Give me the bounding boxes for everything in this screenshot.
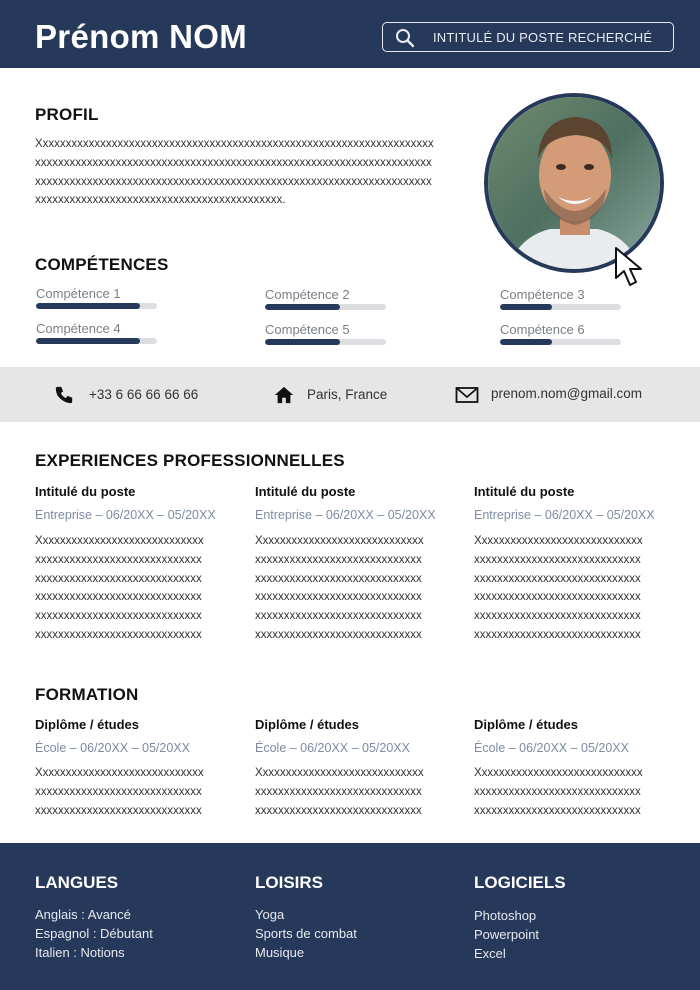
degree-description: Xxxxxxxxxxxxxxxxxxxxxxxxxxxxx xxxxxxxxxxxxxxxxxxxxxxxxxxxxx xxxxxxxxxxxxxxxxxxxxxxxxxxxxx bbox=[255, 767, 424, 817]
skill-item bbox=[500, 322, 625, 345]
skill-bar-fill bbox=[36, 303, 140, 309]
degree-description: Xxxxxxxxxxxxxxxxxxxxxxxxxxxxx xxxxxxxxxxxxxxxxxxxxxxxxxxxxx xxxxxxxxxxxxxxxxxxxxxxxxxxxxx bbox=[35, 767, 204, 817]
language-item: Anglais : Avancé bbox=[35, 907, 131, 922]
phone-icon bbox=[53, 385, 75, 405]
job-company-dates: Entreprise – 06/20XX – 05/20XX bbox=[474, 508, 655, 522]
software-title: LOGICIELS bbox=[474, 873, 566, 892]
skill-label: Compétence 1 bbox=[36, 286, 121, 301]
skill-item bbox=[36, 321, 161, 344]
experience-title: EXPERIENCES PROFESSIONNELLES bbox=[35, 451, 345, 470]
skill-bar-track bbox=[500, 304, 621, 310]
skill-bar-fill bbox=[500, 304, 552, 310]
skill-bar-track bbox=[265, 304, 386, 310]
email-address[interactable]: prenom.nom@gmail.com bbox=[491, 386, 643, 401]
city: Paris, France bbox=[307, 387, 388, 402]
phone-number[interactable]: +33 6 66 66 66 66 bbox=[89, 387, 199, 402]
education-title: FORMATION bbox=[35, 685, 139, 704]
skill-item bbox=[265, 322, 390, 345]
pointer-cursor-icon bbox=[612, 245, 654, 291]
degree-title: Diplôme / études bbox=[255, 717, 360, 732]
search-icon bbox=[395, 28, 415, 48]
degree-description: Xxxxxxxxxxxxxxxxxxxxxxxxxxxxx xxxxxxxxxxxxxxxxxxxxxxxxxxxxx xxxxxxxxxxxxxxxxxxxxxxxxxxxxx bbox=[474, 767, 643, 817]
skill-bar-track bbox=[36, 303, 157, 309]
envelope-icon bbox=[455, 385, 479, 405]
job-description: Xxxxxxxxxxxxxxxxxxxxxxxxxxxxx xxxxxxxxxxxxxxxxxxxxxxxxxxxxx xxxxxxxxxxxxxxxxxxxxxxxxxxxxx xxxxxxxxxxxxxxxxxxxxxxxxxxxxx xxxxxxxxxxxxxxxxxxxxxxxxxxxxx xxxxxxxxxxxxxxxxxxxxxxxxxxxxx bbox=[255, 535, 424, 641]
school-dates: École – 06/20XX – 05/20XX bbox=[474, 741, 629, 755]
job-title: Intitulé du poste bbox=[474, 484, 575, 499]
header-bar bbox=[0, 0, 700, 68]
skill-bar-fill bbox=[500, 339, 552, 345]
skill-item bbox=[500, 287, 625, 310]
school-dates: École – 06/20XX – 05/20XX bbox=[255, 741, 410, 755]
job-company-dates: Entreprise – 06/20XX – 05/20XX bbox=[35, 508, 216, 522]
skill-label: Compétence 5 bbox=[265, 322, 350, 337]
job-title: Intitulé du poste bbox=[255, 484, 356, 499]
skill-label: Compétence 2 bbox=[265, 287, 350, 302]
software-item: Photoshop bbox=[474, 908, 537, 923]
candidate-name: Prénom NOM bbox=[35, 18, 248, 55]
language-item: Italien : Notions bbox=[35, 945, 125, 960]
skill-bar-track bbox=[36, 338, 157, 344]
skill-bar-fill bbox=[265, 304, 340, 310]
skill-label: Compétence 4 bbox=[36, 321, 121, 336]
software-item: Powerpoint bbox=[474, 927, 540, 942]
hobby-item: Sports de combat bbox=[255, 926, 357, 941]
software-item: Excel bbox=[474, 946, 506, 961]
skill-bar-track bbox=[500, 339, 621, 345]
hobby-item: Yoga bbox=[255, 907, 285, 922]
skill-label: Compétence 3 bbox=[500, 287, 585, 302]
job-description: Xxxxxxxxxxxxxxxxxxxxxxxxxxxxx xxxxxxxxxxxxxxxxxxxxxxxxxxxxx xxxxxxxxxxxxxxxxxxxxxxxxxxxxx xxxxxxxxxxxxxxxxxxxxxxxxxxxxx xxxxxxxxxxxxxxxxxxxxxxxxxxxxx xxxxxxxxxxxxxxxxxxxxxxxxxxxxx bbox=[35, 535, 204, 641]
job-company-dates: Entreprise – 06/20XX – 05/20XX bbox=[255, 508, 436, 522]
hobby-item: Musique bbox=[255, 945, 305, 960]
footer-band bbox=[0, 843, 700, 990]
degree-title: Diplôme / études bbox=[474, 717, 579, 732]
profile-text: Xxxxxxxxxxxxxxxxxxxxxxxxxxxxxxxxxxxxxxxxxxxxxxxxxxxxxxxxxxxxxxxxxxxxxxxxxxxxxxxxxxxxxxxxxxxxxxxxxxxxxxxxxxxxxxxxxxxxxxxxxxxxxxxxxxxxxxxxxxxxxxxxxxxxxxxxxxxxxxxxxxxxxxxxxxxxxxxxxxxxxxxxxxxxxxxxxxxxxxxxxxxxxxxxxxxxxxxxxxxxxxxxxxxxxxxxxxxxxxxxxxxxxxxxxx. bbox=[35, 138, 434, 207]
hobbies-title: LOISIRS bbox=[255, 873, 324, 892]
contact-band bbox=[0, 367, 700, 422]
skills-title: COMPÉTENCES bbox=[35, 255, 169, 274]
skill-bar-fill bbox=[36, 338, 140, 344]
job-description: Xxxxxxxxxxxxxxxxxxxxxxxxxxxxx xxxxxxxxxxxxxxxxxxxxxxxxxxxxx xxxxxxxxxxxxxxxxxxxxxxxxxxxxx xxxxxxxxxxxxxxxxxxxxxxxxxxxxx xxxxxxxxxxxxxxxxxxxxxxxxxxxxx xxxxxxxxxxxxxxxxxxxxxxxxxxxxx bbox=[474, 535, 643, 641]
skill-item bbox=[265, 287, 390, 310]
skill-label: Compétence 6 bbox=[500, 322, 585, 337]
portrait-image bbox=[488, 97, 660, 269]
job-title: Intitulé du poste bbox=[35, 484, 136, 499]
skill-bar-fill bbox=[265, 339, 340, 345]
languages-title: LANGUES bbox=[35, 873, 119, 892]
profile-title: PROFIL bbox=[35, 105, 99, 124]
skill-item bbox=[36, 286, 161, 309]
home-icon bbox=[273, 385, 295, 405]
school-dates: École – 06/20XX – 05/20XX bbox=[35, 741, 190, 755]
job-title-search-box[interactable] bbox=[382, 22, 674, 52]
job-title-search-text: INTITULÉ DU POSTE RECHERCHÉ bbox=[433, 30, 653, 45]
degree-title: Diplôme / études bbox=[35, 717, 140, 732]
skill-bar-track bbox=[265, 339, 386, 345]
language-item: Espagnol : Débutant bbox=[35, 926, 153, 941]
